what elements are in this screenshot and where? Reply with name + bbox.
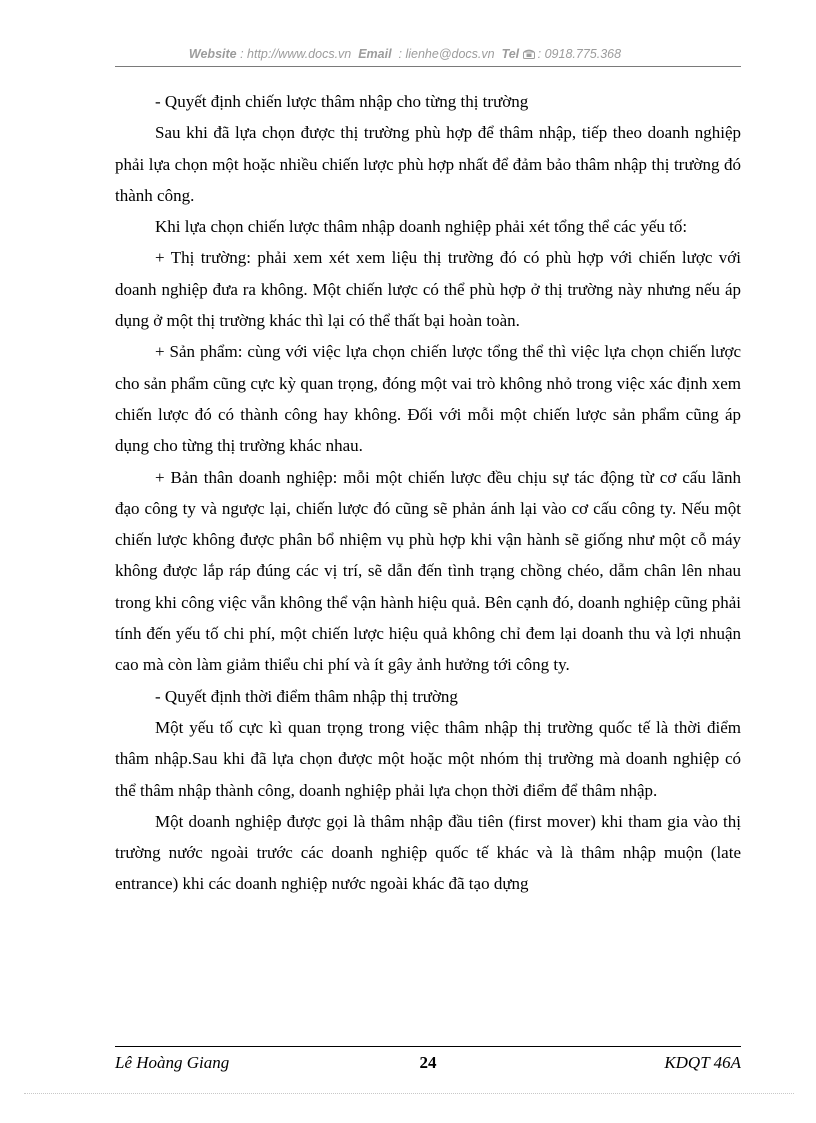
heading-entry-timing: - Quyết định thời điểm thâm nhập thị trường: [155, 686, 458, 706]
heading-entry-strategy: - Quyết định chiến lược thâm nhập cho từng thị trường: [155, 92, 529, 111]
footer-rule: [115, 1046, 741, 1047]
website-label: Website: [188, 47, 237, 61]
website-value: : http://www.docs.vn: [240, 47, 352, 61]
tel-label: Tel: [501, 47, 520, 61]
tel-value: : 0918.775.368: [537, 47, 622, 61]
email-label: Email: [358, 47, 392, 61]
email-value: : lienhe@docs.vn: [398, 47, 495, 61]
page-header: [60, 47, 750, 61]
page-number: 24: [419, 1053, 437, 1072]
footer-class-code: KDQT 46A: [664, 1053, 741, 1072]
footer-author: Lê Hoàng Giang: [115, 1053, 230, 1072]
paragraph-product: + Sản phẩm: cùng với việc lựa chọn chiến lược tổng thể thì việc lựa chọn chiến lược cho sản phẩm cũng cực kỳ quan trọng, đóng một vai trò không nhỏ trong việc xác định xem chiến lược đó có thành công hay không. Đối với mỗi một chiến lược sản phẩm cũng áp dụng cho từng thị trường khác nhau.: [115, 342, 741, 456]
document-body: [115, 86, 741, 900]
paragraph: Một doanh nghiệp được gọi là thâm nhập đầu tiên (first mover) khi tham gia vào thị trường nước ngoài trước các doanh nghiệp quốc tế khác và là thâm nhập muộn (late entrance) khi các doanh nghiệp nước ngoài khác đã tạo dựng: [115, 811, 741, 894]
page-bottom-border: [24, 1093, 794, 1094]
paragraph-market: + Thị trường: phải xem xét xem liệu thị trường đó có phù hợp với chiến lược với doanh nghiệp đưa ra không. Một chiến lược có thể phù hợp ở thị trường này nhưng nếu áp dụng ở một thị trường khác thì lại có thể thất bại hoàn toàn.: [115, 248, 741, 331]
paragraph: Một yếu tố cực kì quan trọng trong việc thâm nhập thị trường quốc tế là thời điểm thâm nhập.Sau khi đã lựa chọn được một hoặc một nhóm thị trường mà doanh nghiệp có thể thâm nhập thành công, doanh nghiệp phải lựa chọn thời điểm để thâm nhập.: [115, 717, 741, 800]
header-rule: [115, 66, 741, 67]
paragraph-enterprise: + Bản thân doanh nghiệp: mỗi một chiến lược đều chịu sự tác động từ cơ cấu lãnh đạo công ty và ngược lại, chiến lược đó cũng sẽ phản ánh lại vào cơ cấu công ty. Nếu một chiến lược không được phân bổ nhiệm vụ phù hợp khi vận hành sẽ giống như một cỗ máy không được lắp ráp đúng các vị trí, sẽ dẫn đến tình trạng chồng chéo, dẫm chân lên nhau trong khi công việc vẫn không thể vận hành hiệu quả. Bên cạnh đó, doanh nghiệp cũng phải tính đến yếu tố chi phí, một chiến lược hiệu quả không chỉ đem lại doanh thu và lợi nhuận cao mà còn làm giảm thiểu chi phí và ít gây ảnh hưởng tới công ty.: [115, 467, 741, 675]
page-footer: [115, 1053, 741, 1077]
telephone-icon: [523, 49, 535, 59]
paragraph: Khi lựa chọn chiến lược thâm nhập doanh nghiệp phải xét tổng thể các yếu tố:: [155, 217, 688, 237]
paragraph: Sau khi đã lựa chọn được thị trường phù hợp để thâm nhập, tiếp theo doanh nghiệp phải lựa chọn một hoặc nhiều chiến lược phù hợp nhất để đảm bảo thâm nhập thị trường đó thành công.: [115, 123, 741, 205]
